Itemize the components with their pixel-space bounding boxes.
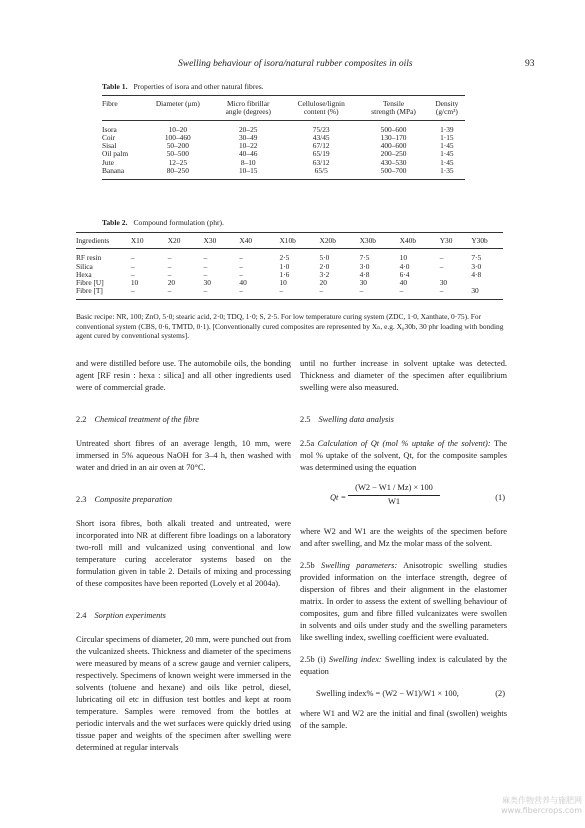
table2-cell: –	[167, 261, 172, 271]
section-2-2-paragraph: Untreated short fibres of an average length, 10 mm, were immersed in 5% aqueous NaOH for 3–4 h, then washed with water and dried in an air oven at 70°C.	[76, 439, 291, 472]
section-2-4-title: Sorption experiments	[94, 611, 166, 620]
watermark	[472, 796, 582, 816]
section-2-5bi-paragraph: 2.5b (i) Swelling index: Swelling index is calculated by the equation	[300, 655, 507, 676]
section-2-5b-paragraph: 2.5b Swelling parameters: Anisotropic swelling studies provided information on the interface strength, degree of dispersion of fibres and their alignment in the elastomer matrix. In order to assess the extent of swelling behaviour of composites, gum and fibre filled vulcanizates were swollen in solvents and oils under study and the swelling parameters like swelling index, swelling coefficient were evaluated.	[300, 561, 507, 642]
table2-cell: 4·8	[471, 269, 482, 279]
table2-body	[76, 249, 503, 299]
table1-cell: 30–49	[238, 132, 258, 142]
table2-cell: Silica	[76, 261, 93, 271]
left-intro-paragraph: and were distilled before use. The automobile oils, the bonding agent [RF resin : hexa : silica] and all other ingredients used were of commercial grade.	[76, 359, 291, 392]
table1-cell: Jute	[102, 157, 114, 167]
table1-cell: 1·45	[440, 149, 454, 159]
table2-cell: –	[239, 261, 244, 271]
table2-cell: 2·5	[279, 253, 290, 263]
table2-cell: –	[399, 286, 404, 296]
eq2-label: (2)	[495, 689, 505, 698]
table2-caption-text: Compound formulation (phr).	[133, 218, 224, 227]
page-number: 93	[525, 59, 535, 69]
eq1-numerator: (W2 − W1 / Mz) × 100	[348, 482, 440, 496]
table2-header-cell: X20	[168, 233, 204, 249]
table1-row	[102, 134, 465, 142]
table2-cell: 20	[319, 278, 327, 288]
table1-cell: 1·35	[440, 166, 454, 176]
section-2-2-heading: 2.2 Chemical treatment of the fibre	[76, 415, 199, 424]
equation-2	[300, 684, 507, 704]
table2-cell: 30	[203, 278, 211, 288]
table2-cell: –	[167, 269, 172, 279]
t1-h4-a: Tensile	[382, 99, 405, 108]
table2-cell: –	[239, 253, 244, 263]
table2-note: Basic recipe: NR, 100; ZnO, 5·0; stearic acid, 2·0; TDQ, 1·0; S, 2·5. For low temperature curing system (ZDC, 1·0, Xanthate, 0·75). For conventional system (CBS, 0·6, TMTD, 0·1). [Conventionally cured composites are represented by Xₙ, e.g. X₀30b, 30 phr loading with bonding agent cured by conventional systems].	[76, 312, 504, 341]
table2-cell: 20	[167, 278, 176, 288]
t1-h3-b: content (%)	[284, 108, 358, 120]
table2-cell: 3·2	[319, 269, 330, 279]
table2-row	[76, 249, 503, 263]
table1-row	[102, 142, 465, 150]
table1-row	[102, 159, 465, 167]
table2-cell: 4·0	[399, 261, 410, 271]
section-2-5a-paragraph: 2.5a Calculation of Qt (mol % uptake of the solvent): The mol % uptake of the solvent, Qt, for the composite samples was determined using the equation	[300, 439, 507, 472]
table2-cell: –	[203, 269, 208, 279]
table1-cell: 1·45	[440, 157, 454, 167]
table1-cell: 10–22	[238, 141, 258, 151]
table1-cell: 50–500	[166, 149, 189, 159]
table1-cell: Isora	[102, 124, 117, 134]
table1-label: Table 1.	[102, 82, 128, 91]
table1-cell: 1·39	[440, 124, 454, 134]
table2-header-cell: Ingredients	[76, 233, 131, 249]
section-2-5a-title: Calculation of Qt (mol % uptake of the solvent):	[317, 439, 491, 448]
eq1-label: (1)	[495, 493, 505, 502]
table1-cell: 200–250	[380, 149, 407, 159]
table1-caption-text: Properties of isora and other natural fibres.	[133, 82, 264, 91]
table2-row	[76, 271, 503, 279]
table2-cell: –	[203, 286, 208, 296]
table2-cell: 40	[239, 278, 247, 288]
table2-header-cell: Y30	[440, 233, 472, 249]
t1-h4-b: strength (MPa)	[358, 108, 428, 120]
table1-cell: 20–25	[238, 124, 258, 134]
table1-cell: 65/19	[312, 149, 330, 159]
left-column	[76, 358, 291, 754]
table2-cell: 10	[279, 278, 287, 288]
table1-cell: 10–15	[238, 166, 258, 176]
eq1-denominator: W1	[387, 497, 401, 506]
t1-h5-a: Density	[435, 99, 459, 108]
section-2-5bi-after: where W1 and W2 are the initial and final (swollen) weights of the sample.	[300, 709, 507, 730]
table1-cell: 10–20	[168, 124, 188, 134]
right-intro-paragraph: until no further increase in solvent uptake was detected. Thickness and diameter of the specimen after equilibrium swelling were also measured.	[300, 359, 507, 392]
table2-cell: –	[439, 253, 444, 263]
table2-cell: Hexa	[76, 269, 92, 279]
table1-cell: 40–46	[238, 149, 258, 159]
table2-cell: 10	[130, 278, 139, 288]
table2-row	[76, 279, 503, 287]
table1-cell: 67/12	[312, 141, 330, 151]
table2-cell: 5·0	[319, 253, 330, 263]
table2-header-cell: X40	[239, 233, 279, 249]
table2	[76, 232, 503, 300]
equation-1	[300, 480, 507, 520]
table1-row	[102, 167, 465, 180]
table2-cell: 4·8	[359, 269, 370, 279]
eq1-lhs: Qt =	[330, 493, 347, 502]
table2-cell: 10	[399, 253, 408, 263]
t1-h2-a: Micro fibrillar	[226, 99, 270, 108]
table2-cell: –	[239, 286, 244, 296]
table2-cell: RF resin	[76, 253, 102, 263]
table2-label: Table 2.	[102, 218, 128, 227]
table2-cell: 30	[439, 278, 448, 288]
table2-cell: –	[167, 253, 172, 263]
table1-cell: Sisal	[102, 141, 117, 151]
table2-cell: 7·5	[471, 253, 482, 263]
table2-cell: –	[439, 261, 444, 271]
t1-h0-a: Fibre	[102, 99, 118, 108]
table2-cell: 40	[399, 278, 408, 288]
table2-cell: –	[203, 261, 208, 271]
t1-h1-b	[143, 108, 212, 120]
table2-header-cell: X10	[131, 233, 168, 249]
table2-cell: 30	[359, 278, 367, 288]
table2-cell: Fibre [U]	[76, 278, 104, 288]
table2-header-cell: X30	[204, 233, 240, 249]
watermark-line-2: www.fibercrops.com	[501, 806, 582, 815]
section-2-5bi-title: Swelling index:	[328, 655, 382, 664]
table2-cell: –	[130, 286, 135, 296]
table2-header-cell: X10b	[279, 233, 319, 249]
section-2-5b-title: Swelling parameters:	[321, 561, 398, 570]
table1-cell: 43/45	[312, 132, 330, 142]
table2-header-cell: Y30b	[471, 233, 503, 249]
table2-header-cell: X20b	[320, 233, 360, 249]
table2-cell: Fibre [T]	[76, 286, 103, 296]
t1-h3-a: Cellulose/lignin	[297, 99, 345, 108]
table2-cell: 1·6	[279, 269, 290, 279]
table2-cell: –	[130, 253, 135, 263]
table2-caption	[102, 218, 224, 227]
table1-cell: Banana	[102, 166, 125, 176]
section-2-5-heading: 2.5 Swelling data analysis	[300, 415, 394, 424]
section-2-3-title: Composite preparation	[94, 495, 173, 504]
table1-cell: 500–700	[380, 166, 407, 176]
t1-h2-b: angle (degrees)	[212, 108, 284, 120]
table1-cell: 8–10	[240, 157, 256, 167]
table1-cell: 63/12	[312, 157, 330, 167]
table1-cell: 100–460	[164, 132, 191, 142]
t1-h0-b	[102, 108, 143, 120]
table2-cell: –	[203, 253, 208, 263]
table1-cell: 130–170	[380, 132, 407, 142]
table2-row	[76, 287, 503, 299]
table2-cell: 30	[471, 286, 479, 296]
section-2-2-title: Chemical treatment of the fibre	[94, 415, 199, 424]
table2-cell: 7·5	[359, 253, 370, 263]
table2-cell: –	[279, 286, 284, 296]
table1-cell: 65/5	[314, 166, 328, 176]
table1-cell: 80–250	[166, 166, 189, 176]
eq1-fraction	[348, 482, 440, 508]
table1-cell: 75/23	[312, 124, 330, 134]
running-title: Swelling behaviour of isora/natural rubber composites in oils	[178, 59, 413, 69]
table1-row	[102, 120, 465, 134]
table1-body	[102, 120, 465, 180]
table1-cell: 1·45	[440, 141, 454, 151]
table2-cell: –	[319, 286, 324, 296]
table2-cell: –	[239, 269, 244, 279]
eq2-body: Swelling index% = (W2 − W1)/W1 × 100,	[316, 689, 459, 698]
table1-caption	[102, 82, 264, 91]
table2-cell: –	[167, 286, 172, 296]
right-column	[300, 358, 507, 732]
table2-header-cell: X40b	[400, 233, 440, 249]
table1-cell: Coir	[102, 132, 116, 142]
table2-cell: –	[359, 286, 364, 296]
section-2-5a-after: where W2 and W1 are the weights of the specimen before and after swelling, and Mz the molar mass of the solvent.	[300, 527, 507, 548]
table1-cell: 50–200	[166, 141, 189, 151]
table2-cell: –	[439, 286, 444, 296]
table2-cell: 1·0	[279, 261, 290, 271]
table1-cell: Oil palm	[102, 149, 129, 159]
watermark-line-1: 麻类作物营养与施肥网	[502, 796, 582, 805]
table2-cell: –	[130, 261, 135, 271]
table2-cell: 3·0	[471, 261, 482, 271]
table2-cell: 6·4	[399, 269, 410, 279]
table1-row	[102, 150, 465, 158]
section-2-3-paragraph: Short isora fibres, both alkali treated and untreated, were incorporated into NR at different fibre loadings on a laboratory two-roll mill and vulcanized using conventional and low temperature curing accelerator systems based on the formulation given in table 2. Details of mixing and processing of these composites have been reported (Lovely et al 2004a).	[76, 519, 291, 588]
table2-header-row	[76, 233, 503, 249]
table1-cell: 400–600	[380, 141, 407, 151]
table1	[102, 95, 465, 180]
table2-header-cell: X30b	[360, 233, 400, 249]
table2-cell: 2·0	[319, 261, 330, 271]
section-2-4-heading: 2.4 Sorption experiments	[76, 611, 166, 620]
section-2-5-title: Swelling data analysis	[318, 415, 394, 424]
t1-h1-a: Diameter (μm)	[155, 99, 200, 108]
table1-cell: 430–530	[380, 157, 407, 167]
section-2-4-paragraph: Circular specimens of diameter, 20 mm, were punched out from the vulcanized sheets. Thickness and diameter of the specimens were measured by means of a screw gauge and vernier calipers, respectively. Specimens of known weight were immersed in the solvents (toluene and hexane) and oils like petrol, diesel, lubricating oil etc in diffusion test bottles and kept at room temperature. Samples were removed from the bottles at periodic intervals and the wet surfaces were quickly dried using tissue paper and weights of the specimen after swelling were determined at regular intervals	[76, 635, 291, 752]
table1-cell: 500–600	[380, 124, 407, 134]
table2-cell: 3·0	[359, 261, 370, 271]
table2-row	[76, 263, 503, 271]
t1-h5-b: (g/cm³)	[429, 108, 465, 120]
table2-cell: –	[130, 269, 135, 279]
section-2-3-heading: 2.3 Composite preparation	[76, 495, 173, 504]
table1-cell: 1·15	[440, 132, 454, 142]
table1-cell: 12–25	[168, 157, 188, 167]
